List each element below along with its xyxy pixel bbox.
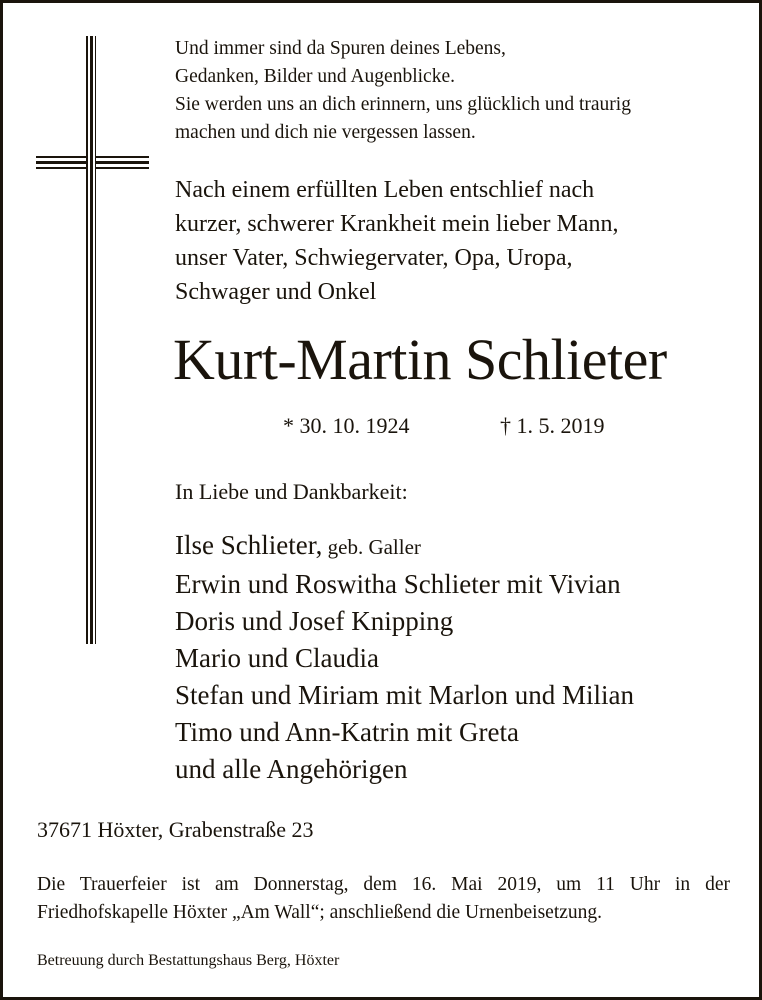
death-date: † 1. 5. 2019 — [500, 413, 605, 438]
family-member: und alle Angehörigen — [175, 754, 408, 784]
intro-line: Schwager und Onkel — [175, 279, 377, 305]
ceremony-info — [37, 871, 730, 927]
birth-date: * 30. 10. 1924 — [283, 413, 410, 438]
verse-line: Gedanken, Bilder und Augenblicke. — [175, 66, 455, 87]
thanks-line: In Liebe und Dankbarkeit: — [175, 479, 408, 504]
family-member-name: Ilse Schlieter, — [175, 530, 323, 560]
family-list — [175, 527, 634, 788]
family-member — [175, 527, 634, 566]
intro-line: kurzer, schwerer Krankheit mein lieber Mann, — [175, 211, 619, 237]
maiden-name: geb. Galler — [322, 535, 421, 559]
ceremony-line: Friedhofskapelle Höxter „Am Wall“; anschließend die Urnenbeisetzung. — [37, 902, 603, 923]
intro-line: unser Vater, Schwiegervater, Opa, Uropa, — [175, 245, 573, 271]
verse-line: Und immer sind da Spuren deines Lebens, — [175, 38, 506, 59]
verse — [175, 35, 631, 147]
family-member: Mario und Claudia — [175, 643, 379, 673]
funeral-home: Betreuung durch Bestattungshaus Berg, Höxter — [37, 952, 340, 969]
ceremony-line: Die Trauerfeier ist am Donnerstag, dem 16. Mai 2019, um 11 Uhr in der — [37, 874, 730, 895]
cross-vertical-bar — [86, 36, 96, 644]
family-member: Doris und Josef Knipping — [175, 606, 454, 636]
intro-text — [175, 173, 619, 309]
family-member: Timo und Ann-Katrin mit Greta — [175, 717, 519, 747]
address: 37671 Höxter, Grabenstraße 23 — [37, 817, 314, 842]
verse-line: Sie werden uns an dich erinnern, uns glücklich und traurig — [175, 94, 631, 115]
family-member: Erwin und Roswitha Schlieter mit Vivian — [175, 569, 621, 599]
verse-line: machen und dich nie vergessen lassen. — [175, 122, 476, 143]
deceased-name: Kurt-Martin Schlieter — [173, 327, 667, 392]
intro-line: Nach einem erfüllten Leben entschlief nach — [175, 177, 595, 203]
family-member: Stefan und Miriam mit Marlon und Milian — [175, 680, 634, 710]
